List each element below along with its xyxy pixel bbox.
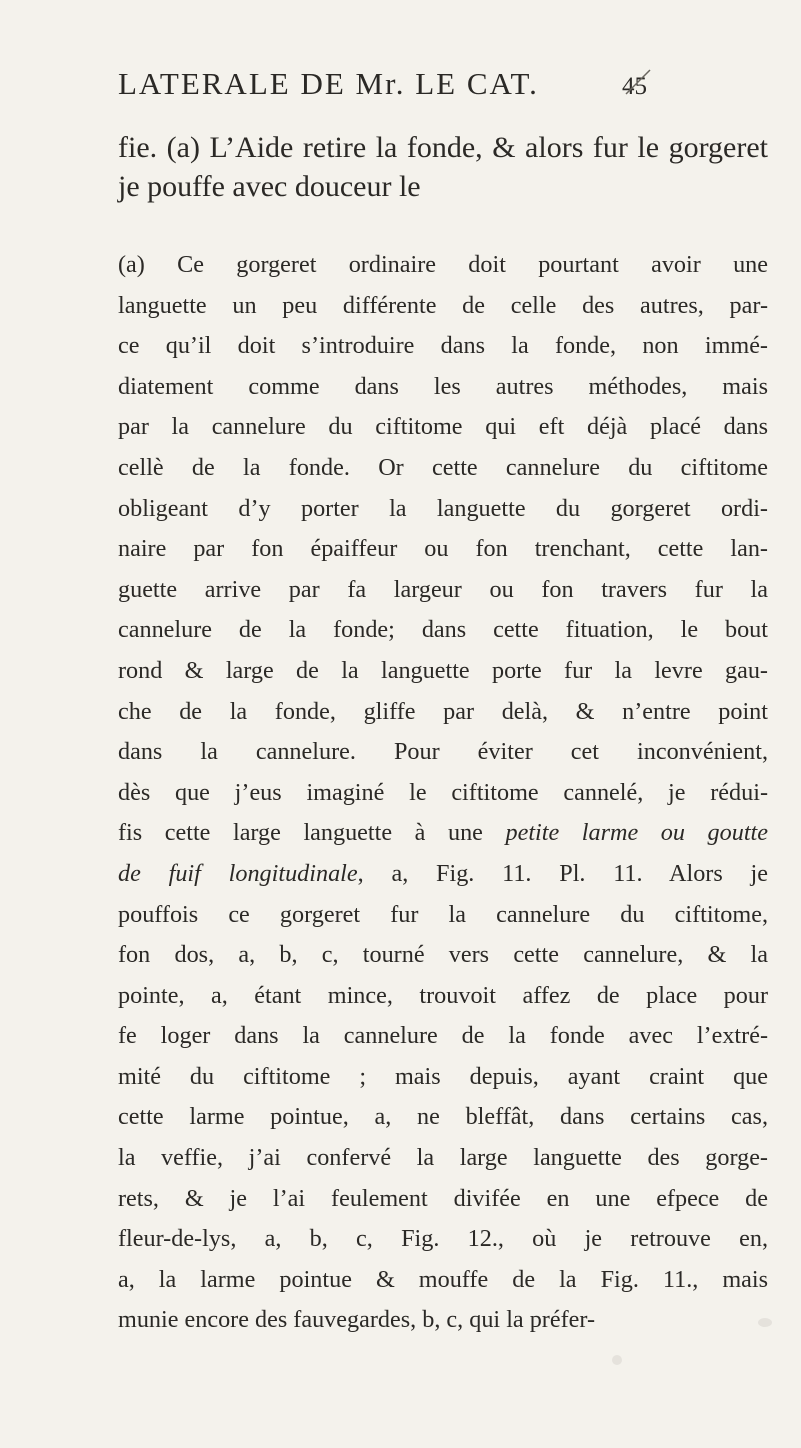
footnote-text-roman: fis cette large languette à une	[118, 819, 483, 847]
footnote-line: pointe, a, étant mince, trouvoit affez de place pour	[118, 981, 768, 1009]
footnote-text-italic: de fuif longitudinale	[118, 859, 358, 887]
page-header	[118, 60, 658, 112]
footnote-line: a, la larme pointue & mouffe de la Fig. 11., mais	[118, 1265, 768, 1293]
footnote-line: fe loger dans la cannelure de la fonde avec l’extré-	[118, 1022, 768, 1050]
footnote-text-italic: petite larme ou goutte	[505, 819, 768, 847]
footnote-line: ce qu’il doit s’introduire dans la fonde, non immé-	[118, 332, 768, 360]
footnote-line: dans la cannelure. Pour éviter cet inconvénient,	[118, 738, 768, 766]
footnote-line: che de la fonde, gliffe par delà, & n’entre point	[118, 697, 768, 725]
footnote-line: par la cannelure du ciftitome qui eft déjà placé dans	[118, 413, 768, 441]
footnote-line: rets, & je l’ai feulement divifée en une efpece de	[118, 1184, 768, 1212]
footnote-line-mixed	[118, 854, 768, 895]
footnote-line: dès que j’eus imaginé le ciftitome cannelé, je rédui-	[118, 778, 768, 806]
footnote-line: obligeant d’y porter la languette du gorgeret ordi-	[118, 494, 768, 522]
ink-spot	[612, 1355, 622, 1365]
footnote-line: diatement comme dans les autres méthodes, mais	[118, 372, 768, 400]
footnote-line-mixed	[118, 813, 768, 854]
main-text	[118, 128, 768, 206]
footnote-line: fon dos, a, b, c, tourné vers cette cannelure, & la	[118, 941, 768, 969]
footnote-line: cellè de la fonde. Or cette cannelure du ciftitome	[118, 453, 768, 481]
footnote	[118, 245, 768, 1341]
footnote-line: pouffois ce gorgeret fur la cannelure du ciftitome,	[118, 900, 768, 928]
footnote-line: guette arrive par fa largeur ou fon travers fur la	[118, 575, 768, 603]
footnote-line: cannelure de la fonde; dans cette fituation, le bout	[118, 616, 768, 644]
footnote-line: la veffie, j’ai confervé la large languette des gorge-	[118, 1144, 768, 1172]
footnote-line: (a) Ce gorgeret ordinaire doit pourtant avoir une	[118, 251, 768, 278]
footnote-text-roman: , a, Fig. 11. Pl. 11. Alors je	[357, 859, 768, 887]
main-paragraph: fie. (a) L’Aide retire la fonde, & alors fur le gorgeret je pouffe avec douceur le	[118, 131, 768, 203]
footnote-line: rond & large de la languette porte fur la levre gau-	[118, 656, 768, 684]
page-number: 45	[622, 73, 647, 100]
ink-spot	[758, 1318, 772, 1327]
footnote-line: cette larme pointue, a, ne bleffât, dans certains cas,	[118, 1103, 768, 1131]
footnote-line: munie encore des fauvegardes, b, c, qui la préfer-	[118, 1306, 595, 1334]
footnote-line: languette un peu différente de celle des autres, par-	[118, 291, 768, 319]
running-head: LATERALE DE Mr. LE CAT.	[118, 66, 539, 101]
footnote-line: naire par fon épaiffeur ou fon trenchant, cette lan-	[118, 535, 768, 563]
footnote-line: fleur-de-lys, a, b, c, Fig. 12., où je retrouve en,	[118, 1225, 768, 1253]
footnote-line: mité du ciftitome ; mais depuis, ayant craint que	[118, 1062, 768, 1090]
corner-pencil-mark-icon	[624, 68, 652, 96]
